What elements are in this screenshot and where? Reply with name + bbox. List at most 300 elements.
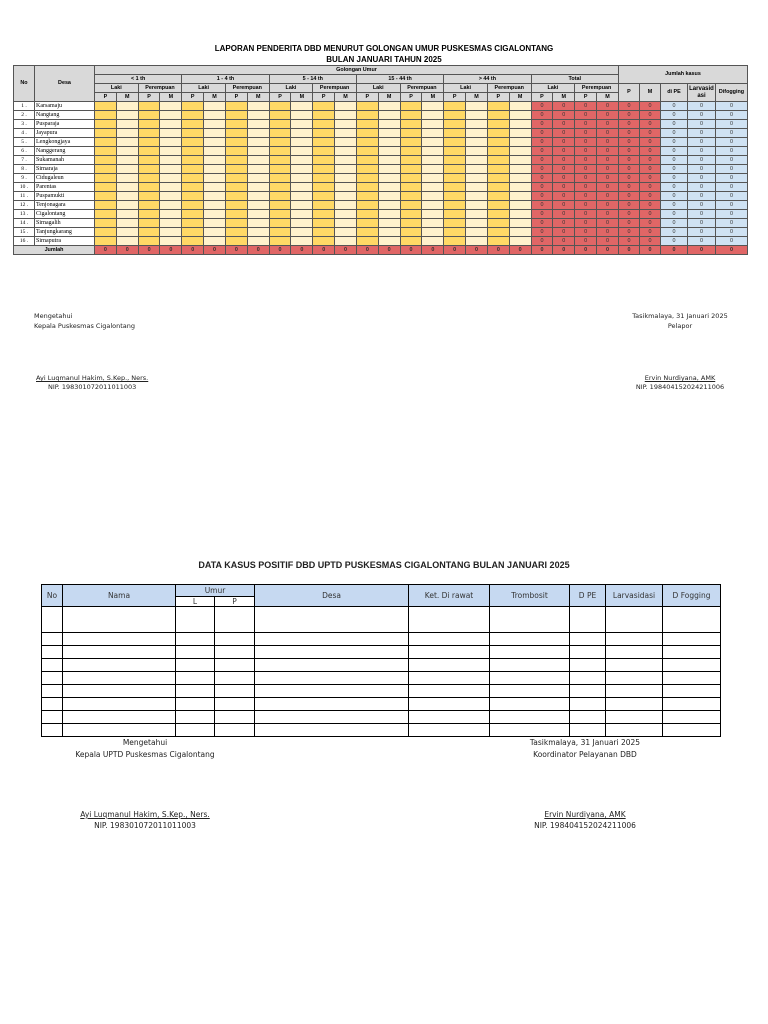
table-cell <box>42 685 63 698</box>
input-cell <box>247 210 269 219</box>
table-cell <box>42 672 63 685</box>
row-desa: Karsamaju <box>35 102 95 111</box>
input-cell <box>487 147 509 156</box>
input-cell <box>356 237 378 246</box>
action-cell: 0 <box>687 183 715 192</box>
total-cell: 0 <box>531 129 553 138</box>
input-cell <box>95 192 117 201</box>
input-cell <box>466 165 488 174</box>
total-cell: 0 <box>531 120 553 129</box>
input-cell <box>509 165 531 174</box>
action-cell: 0 <box>687 174 715 183</box>
input-cell <box>138 111 160 120</box>
total-cell: 0 <box>553 102 575 111</box>
jk-m-cell: 0 <box>639 120 660 129</box>
input-cell <box>378 120 400 129</box>
jumlah-cell: 0 <box>116 246 138 255</box>
jk-m-cell: 0 <box>639 237 660 246</box>
jk-p-cell: 0 <box>618 237 639 246</box>
input-cell <box>487 174 509 183</box>
table-cell <box>176 724 215 737</box>
input-cell <box>95 165 117 174</box>
input-cell <box>400 183 422 192</box>
input-cell <box>247 147 269 156</box>
row-desa: Cigalontang <box>35 210 95 219</box>
jumlah-cell: 0 <box>95 246 117 255</box>
input-cell <box>509 138 531 147</box>
header-p: P <box>269 93 291 102</box>
jk-m-cell: 0 <box>639 129 660 138</box>
header-age-group: 15 - 44 th <box>356 75 443 84</box>
total-cell: 0 <box>531 165 553 174</box>
jumlah-cell: 0 <box>597 246 619 255</box>
input-cell <box>116 111 138 120</box>
jumlah-cell: 0 <box>531 246 553 255</box>
header-m: M <box>160 93 182 102</box>
input-cell <box>269 156 291 165</box>
input-cell <box>509 183 531 192</box>
action-cell: 0 <box>687 228 715 237</box>
input-cell <box>182 201 204 210</box>
input-cell <box>356 156 378 165</box>
action-cell: 0 <box>715 165 747 174</box>
jumlah-cell: 0 <box>444 246 466 255</box>
input-cell <box>444 102 466 111</box>
input-cell <box>356 129 378 138</box>
input-cell <box>466 174 488 183</box>
table-cell <box>606 659 663 672</box>
header-desa: Desa <box>35 66 95 102</box>
input-cell <box>378 192 400 201</box>
input-cell <box>247 174 269 183</box>
table-row <box>14 192 748 201</box>
input-cell <box>269 228 291 237</box>
input-cell <box>444 219 466 228</box>
input-cell <box>247 120 269 129</box>
total-cell: 0 <box>597 228 619 237</box>
input-cell <box>444 174 466 183</box>
input-cell <box>247 183 269 192</box>
input-cell <box>116 129 138 138</box>
input-cell <box>225 219 247 228</box>
table-cell <box>663 685 721 698</box>
header-p: P <box>313 93 335 102</box>
input-cell <box>95 102 117 111</box>
input-cell <box>269 102 291 111</box>
table-row <box>14 237 748 246</box>
input-cell <box>95 147 117 156</box>
table-cell <box>606 633 663 646</box>
header-p: P <box>356 93 378 102</box>
header-m: M <box>116 93 138 102</box>
input-cell <box>378 102 400 111</box>
input-cell <box>509 147 531 156</box>
header-perempuan: Perempuan <box>138 84 182 93</box>
header-larvasidasi: Larvasid asi <box>687 84 715 102</box>
jumlah-cell: 0 <box>204 246 226 255</box>
input-cell <box>160 165 182 174</box>
jk-p-cell: 0 <box>618 192 639 201</box>
input-cell <box>116 156 138 165</box>
input-cell <box>291 192 313 201</box>
input-cell <box>487 156 509 165</box>
input-cell <box>444 201 466 210</box>
input-cell <box>422 102 444 111</box>
input-cell <box>313 138 335 147</box>
table-cell <box>42 659 63 672</box>
input-cell <box>509 237 531 246</box>
input-cell <box>138 210 160 219</box>
row-no: 8 . <box>14 165 35 174</box>
table-cell <box>663 633 721 646</box>
input-cell <box>378 138 400 147</box>
action-cell: 0 <box>687 237 715 246</box>
input-cell <box>422 237 444 246</box>
input-cell <box>444 111 466 120</box>
input-cell <box>422 156 444 165</box>
input-cell <box>225 120 247 129</box>
row-no: 16 . <box>14 237 35 246</box>
cases-header-trombosit: Trombosit <box>490 585 570 607</box>
cases-right-sign-nip: NIP. 198404152024211006 <box>534 821 636 830</box>
input-cell <box>160 129 182 138</box>
input-cell <box>204 111 226 120</box>
table-cell <box>63 711 176 724</box>
action-cell: 0 <box>660 147 687 156</box>
input-cell <box>356 165 378 174</box>
jk-p-cell: 0 <box>618 210 639 219</box>
input-cell <box>335 219 357 228</box>
right-sign-name: Ervin Nurdiyana, AMK <box>644 374 716 382</box>
total-cell: 0 <box>553 174 575 183</box>
table-row <box>42 698 721 711</box>
input-cell <box>204 219 226 228</box>
input-cell <box>313 129 335 138</box>
input-cell <box>444 228 466 237</box>
input-cell <box>291 210 313 219</box>
total-cell: 0 <box>597 156 619 165</box>
input-cell <box>116 147 138 156</box>
input-cell <box>138 102 160 111</box>
input-cell <box>225 102 247 111</box>
table-cell <box>255 685 409 698</box>
input-cell <box>335 192 357 201</box>
jk-m-cell: 0 <box>639 183 660 192</box>
row-no: 13 . <box>14 210 35 219</box>
input-cell <box>269 174 291 183</box>
input-cell <box>269 138 291 147</box>
input-cell <box>487 165 509 174</box>
header-perempuan: Perempuan <box>400 84 444 93</box>
table-cell <box>215 698 255 711</box>
table-cell <box>490 633 570 646</box>
jumlah-cell: 0 <box>182 246 204 255</box>
input-cell <box>291 156 313 165</box>
input-cell <box>95 183 117 192</box>
input-cell <box>335 165 357 174</box>
table-cell <box>176 659 215 672</box>
table-cell <box>409 698 490 711</box>
header-m: M <box>335 93 357 102</box>
total-cell: 0 <box>597 201 619 210</box>
table-cell <box>409 685 490 698</box>
action-cell: 0 <box>687 111 715 120</box>
input-cell <box>204 147 226 156</box>
jk-m-cell: 0 <box>639 156 660 165</box>
jk-p-cell: 0 <box>618 201 639 210</box>
action-cell: 0 <box>660 210 687 219</box>
input-cell <box>313 102 335 111</box>
action-cell: 0 <box>660 102 687 111</box>
table-cell <box>663 672 721 685</box>
header-p: P <box>487 93 509 102</box>
table-row <box>42 711 721 724</box>
input-cell <box>509 201 531 210</box>
jk-p-cell: 0 <box>618 102 639 111</box>
total-cell: 0 <box>553 120 575 129</box>
cases-header-no: No <box>42 585 63 607</box>
table-cell <box>490 711 570 724</box>
action-cell: 0 <box>660 237 687 246</box>
total-cell: 0 <box>553 183 575 192</box>
input-cell <box>269 192 291 201</box>
input-cell <box>247 129 269 138</box>
total-cell: 0 <box>575 183 597 192</box>
input-cell <box>138 192 160 201</box>
input-cell <box>247 111 269 120</box>
action-cell: 0 <box>715 210 747 219</box>
total-cell: 0 <box>575 174 597 183</box>
input-cell <box>378 219 400 228</box>
input-cell <box>225 174 247 183</box>
total-cell: 0 <box>575 210 597 219</box>
input-cell <box>313 228 335 237</box>
input-cell <box>422 120 444 129</box>
jumlah-cell: 0 <box>138 246 160 255</box>
table-cell <box>490 685 570 698</box>
input-cell <box>335 102 357 111</box>
input-cell <box>269 147 291 156</box>
input-cell <box>466 183 488 192</box>
input-cell <box>225 165 247 174</box>
jumlah-cell: 0 <box>487 246 509 255</box>
header-jk-p: P <box>618 84 639 102</box>
input-cell <box>509 102 531 111</box>
input-cell <box>160 201 182 210</box>
total-cell: 0 <box>531 102 553 111</box>
input-cell <box>182 120 204 129</box>
input-cell <box>422 219 444 228</box>
input-cell <box>204 165 226 174</box>
total-cell: 0 <box>575 228 597 237</box>
table-cell <box>42 724 63 737</box>
input-cell <box>182 111 204 120</box>
table-cell <box>255 672 409 685</box>
total-cell: 0 <box>531 201 553 210</box>
header-m: M <box>291 93 313 102</box>
input-cell <box>509 111 531 120</box>
action-cell: 0 <box>715 138 747 147</box>
input-cell <box>204 174 226 183</box>
right-sign-nip: NIP. 198404152024211006 <box>635 383 725 391</box>
input-cell <box>247 228 269 237</box>
input-cell <box>116 102 138 111</box>
cases-left-sign-name: Ayi Luqmanul Hakim, S.Kep., Ners. <box>80 810 210 819</box>
input-cell <box>400 102 422 111</box>
action-cell: 0 <box>660 111 687 120</box>
input-cell <box>160 111 182 120</box>
total-cell: 0 <box>597 237 619 246</box>
input-cell <box>400 192 422 201</box>
input-cell <box>356 102 378 111</box>
table-cell <box>176 685 215 698</box>
input-cell <box>291 129 313 138</box>
header-age-group: Total <box>531 75 618 84</box>
input-cell <box>509 129 531 138</box>
input-cell <box>160 228 182 237</box>
action-cell: 0 <box>715 219 747 228</box>
jumlah-cell: 0 <box>378 246 400 255</box>
input-cell <box>116 219 138 228</box>
input-cell <box>95 120 117 129</box>
table-cell <box>255 607 409 633</box>
table-cell <box>63 672 176 685</box>
table-row <box>14 147 748 156</box>
action-cell: 0 <box>687 129 715 138</box>
input-cell <box>269 183 291 192</box>
input-cell <box>466 120 488 129</box>
row-no: 14 . <box>14 219 35 228</box>
header-p: P <box>400 93 422 102</box>
input-cell <box>160 210 182 219</box>
table-cell <box>570 685 606 698</box>
action-cell: 0 <box>687 138 715 147</box>
row-desa: Nanggerang <box>35 147 95 156</box>
total-cell: 0 <box>531 183 553 192</box>
input-cell <box>204 156 226 165</box>
total-cell: 0 <box>597 174 619 183</box>
input-cell <box>335 228 357 237</box>
table-row <box>42 724 721 737</box>
input-cell <box>487 138 509 147</box>
header-perempuan: Perempuan <box>575 84 619 93</box>
action-cell: 0 <box>660 201 687 210</box>
input-cell <box>138 120 160 129</box>
table-cell <box>409 607 490 633</box>
header-p: P <box>138 93 160 102</box>
header-difogging: Difogging <box>715 84 747 102</box>
action-cell: 0 <box>660 174 687 183</box>
row-desa: Cidugaleun <box>35 174 95 183</box>
cases-right-sign-line2: Koordinator Pelayanan DBD <box>533 750 637 759</box>
cases-right-sign-name: Ervin Nurdiyana, AMK <box>544 810 626 819</box>
input-cell <box>138 219 160 228</box>
total-cell: 0 <box>531 156 553 165</box>
input-cell <box>138 138 160 147</box>
jumlah-cell: 0 <box>575 246 597 255</box>
table-cell <box>215 633 255 646</box>
input-cell <box>400 120 422 129</box>
table-row <box>14 201 748 210</box>
input-cell <box>335 183 357 192</box>
cases-header-larvasidasi: Larvasidasi <box>606 585 663 607</box>
table-cell <box>63 724 176 737</box>
table-row <box>42 659 721 672</box>
input-cell <box>335 201 357 210</box>
jk-p-cell: 0 <box>618 147 639 156</box>
input-cell <box>182 174 204 183</box>
input-cell <box>466 201 488 210</box>
input-cell <box>400 174 422 183</box>
action-cell: 0 <box>660 156 687 165</box>
jk-p-cell: 0 <box>618 129 639 138</box>
input-cell <box>400 201 422 210</box>
input-cell <box>509 120 531 129</box>
input-cell <box>138 183 160 192</box>
input-cell <box>444 237 466 246</box>
input-cell <box>313 147 335 156</box>
header-m: M <box>247 93 269 102</box>
table-cell <box>176 607 215 633</box>
input-cell <box>247 237 269 246</box>
table-cell <box>570 646 606 659</box>
input-cell <box>291 102 313 111</box>
jumlah-cell: 0 <box>422 246 444 255</box>
table-row <box>14 228 748 237</box>
input-cell <box>422 210 444 219</box>
row-desa: Puspamukti <box>35 192 95 201</box>
total-cell: 0 <box>597 165 619 174</box>
cases-title: DATA KASUS POSITIF DBD UPTD PUSKESMAS CIGALONTANG BULAN JANUARI 2025 <box>198 560 570 570</box>
input-cell <box>182 138 204 147</box>
input-cell <box>335 138 357 147</box>
row-no: 15 . <box>14 228 35 237</box>
input-cell <box>182 147 204 156</box>
input-cell <box>400 228 422 237</box>
input-cell <box>204 183 226 192</box>
jk-p-cell: 0 <box>618 156 639 165</box>
input-cell <box>160 138 182 147</box>
table-row <box>14 138 748 147</box>
row-no: 9 . <box>14 174 35 183</box>
action-cell: 0 <box>715 201 747 210</box>
jumlah-cell: 0 <box>687 246 715 255</box>
input-cell <box>356 147 378 156</box>
row-no: 2 . <box>14 111 35 120</box>
total-cell: 0 <box>531 228 553 237</box>
input-cell <box>138 165 160 174</box>
input-cell <box>116 120 138 129</box>
cases-header-dpe: D PE <box>570 585 606 607</box>
table-row <box>42 607 721 633</box>
table-cell <box>215 672 255 685</box>
input-cell <box>313 210 335 219</box>
header-no: No <box>14 66 35 102</box>
input-cell <box>116 237 138 246</box>
jk-p-cell: 0 <box>618 111 639 120</box>
input-cell <box>466 147 488 156</box>
header-laki: Laki <box>531 84 575 93</box>
input-cell <box>138 237 160 246</box>
input-cell <box>400 237 422 246</box>
total-cell: 0 <box>575 147 597 156</box>
total-cell: 0 <box>575 102 597 111</box>
input-cell <box>204 192 226 201</box>
action-cell: 0 <box>715 183 747 192</box>
input-cell <box>95 156 117 165</box>
total-cell: 0 <box>553 201 575 210</box>
table-cell <box>663 698 721 711</box>
